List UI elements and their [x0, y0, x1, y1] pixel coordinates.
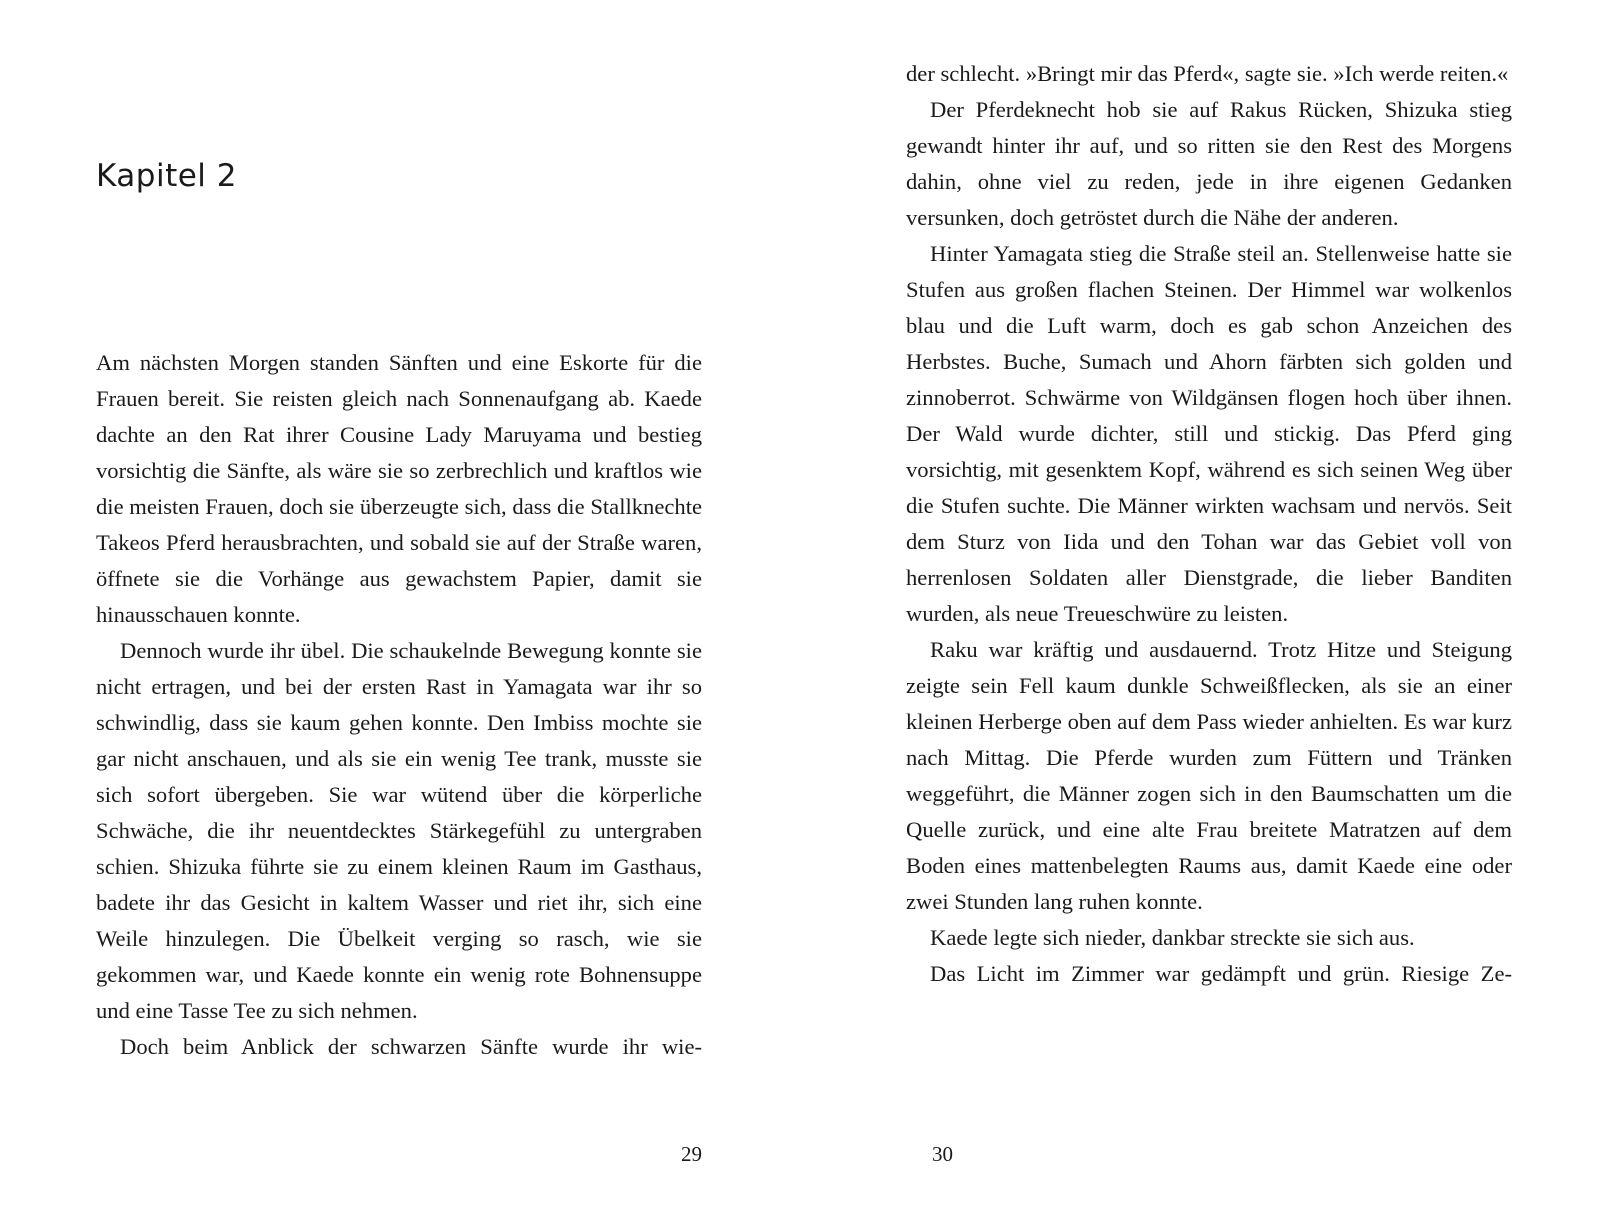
chapter-title: Kapitel 2: [96, 158, 237, 194]
left-page-body: [96, 345, 702, 1065]
left-page: [96, 0, 702, 1216]
paragraph: Am nächsten Morgen standen Sänften und eine Eskorte für die Frauen bereit. Sie reisten gleich nach Sonnenaufgang ab. Kaede dachte an den Rat ihrer Cousine Lady Maruyama und bestieg vorsichtig die Sänfte, als wäre sie so zerbrechlich und kraftlos wie die meisten Frauen, doch sie überzeugte sich, dass die Stallknechte Takeos Pferd herausbrachten, und sobald sie auf der Straße waren, öffnete sie die Vorhänge aus gewachstem Papier, damit sie hinausschauen konnte.: [96, 350, 702, 627]
page-number: 29: [681, 1142, 702, 1166]
right-page-body: [906, 56, 1512, 992]
page-number: 30: [932, 1142, 953, 1166]
paragraph: Raku war kräftig und ausdauernd. Trotz Hitze und Steigung zeigte sein Fell kaum dunkle Schweißflecken, als sie an einer kleinen Herberge oben auf dem Pass wieder anhielten. Es war kurz nach Mittag. Die Pferde wurden zum Füttern und Tränken weggeführt, die Männer zogen sich in den Baumschatten um die Quelle zurück, und eine alte Frau breitete Matratzen auf dem Boden eines mattenbelegten Raums aus, damit Kaede eine oder zwei Stunden lang ruhen konnte.: [906, 637, 1512, 914]
paragraph: Der Pferdeknecht hob sie auf Rakus Rücken, Shizuka stieg gewandt hinter ihr auf, und so ritten sie den Rest des Morgens dahin, ohne viel zu reden, jede in ihre eigenen Gedanken versunken, doch getröstet durch die Nähe der anderen.: [906, 97, 1512, 230]
paragraph: Dennoch wurde ihr übel. Die schaukelnde Bewegung konnte sie nicht ertragen, und bei der ersten Rast in Yamagata war ihr so schwindlig, dass sie kaum gehen konnte. Den Imbiss mochte sie gar nicht anschauen, und als sie ein wenig Tee trank, musste sie sich sofort übergeben. Sie war wütend über die körperliche Schwäche, die ihr neuentdecktes Stärkegefühl zu untergraben schien. Shizuka führte sie zu einem kleinen Raum im Gasthaus, badete ihr das Gesicht in kaltem Wasser und riet ihr, sich eine Weile hinzulegen. Die Übelkeit verging so rasch, wie sie gekommen war, und Kaede konnte ein wenig rote Bohnensuppe und eine Tasse Tee zu sich nehmen.: [96, 638, 702, 1023]
paragraph: Hinter Yamagata stieg die Straße steil an. Stellenweise hatte sie Stufen aus großen flachen Steinen. Der Himmel war wolkenlos blau und die Luft warm, doch es gab schon Anzeichen des Herbstes. Buche, Sumach und Ahorn färbten sich golden und zinnoberrot. Schwärme von Wildgänsen flogen hoch über ihnen. Der Wald wurde dichter, still und stickig. Das Pferd ging vorsichtig, mit gesenktem Kopf, während es sich seinen Weg über die Stufen suchte. Die Männer wirkten wachsam und nervös. Seit dem Sturz von Iida und den Tohan war das Gebiet voll von herrenlosen Soldaten aller Dienstgrade, die lieber Banditen wurden, als neue Treueschwüre zu leisten.: [906, 241, 1512, 626]
paragraph: Das Licht im Zimmer war gedämpft und grün. Riesige Ze-: [930, 961, 1512, 986]
paragraph: Kaede legte sich nieder, dankbar streckte sie sich aus.: [930, 925, 1415, 950]
right-page: [906, 0, 1512, 1216]
paragraph: der schlecht. »Bringt mir das Pferd«, sagte sie. »Ich werde reiten.«: [906, 61, 1509, 86]
paragraph: Doch beim Anblick der schwarzen Sänfte wurde ihr wie-: [120, 1034, 702, 1059]
